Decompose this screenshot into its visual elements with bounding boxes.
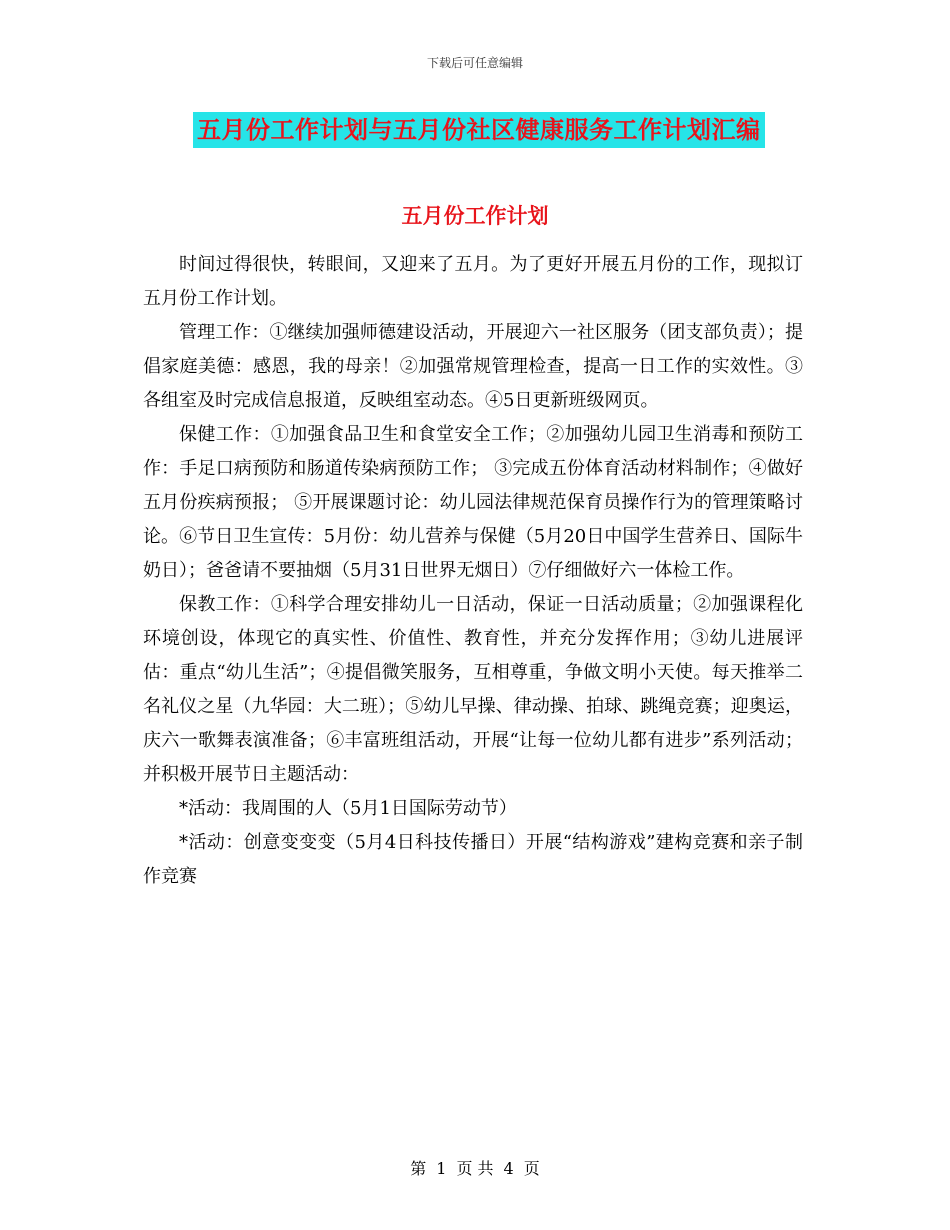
- paragraph-management: 管理工作：①继续加强师德建设活动，开展迎六一社区服务（团支部负责）；提倡家庭美德：感恩，我的母亲！②加强常规管理检查，提高一日工作的实效性。③各组室及时完成信息报道，反映组室动态。④5日更新班级网页。: [143, 322, 803, 411]
- page-number: 1: [436, 1159, 447, 1178]
- header-note: 下载后可任意编辑: [426, 56, 523, 70]
- footer-prefix: 第: [410, 1159, 427, 1178]
- paragraph-health: 保健工作：①加强食品卫生和食堂安全工作；②加强幼儿园卫生消毒和预防工作：手足口病预防和肠道传染病预防工作； ③完成五份体育活动材料制作；④做好五月份疾病预报； ⑤开展课题讨论：幼儿园法律规范保育员操作行为的管理策略讨论。⑥节日卫生宣传：5月份：幼儿营养与保健（5月20日中国学生营养日、国际牛奶日）；爸爸请不要抽烟（5月31日世界无烟日）⑦仔细做好六一体检工作。: [143, 424, 803, 581]
- footer-mid: 页 共: [456, 1159, 494, 1178]
- paragraph-activity-1: *活动：我周围的人（5月1日国际劳动节）: [179, 798, 517, 819]
- document-body: [143, 248, 803, 894]
- page-footer: [0, 1156, 950, 1179]
- paragraph-activity-2: *活动：创意变变变（5月4日科技传播日）开展“结构游戏”建构竞赛和亲子制作竞赛: [143, 832, 803, 887]
- document-title: 五月份工作计划与五月份社区健康服务工作计划汇编: [193, 112, 765, 148]
- total-pages: 4: [503, 1159, 514, 1178]
- section-title: 五月份工作计划: [401, 203, 549, 228]
- paragraph-education: 保教工作：①科学合理安排幼儿一日活动，保证一日活动质量；②加强课程化环境创设，体现它的真实性、价值性、教育性，并充分发挥作用；③幼儿进展评估：重点“幼儿生活”；④提倡微笑服务，互相尊重，争做文明小天使。每天推举二名礼仪之星（九华园：大二班）；⑤幼儿早操、律动操、拍球、跳绳竞赛；迎奥运，庆六一歌舞表演准备；⑥丰富班组活动，开展“让每一位幼儿都有进步”系列活动；并积极开展节日主题活动：: [143, 594, 803, 785]
- footer-suffix: 页: [523, 1159, 540, 1178]
- paragraph-intro: 时间过得很快，转眼间，又迎来了五月。为了更好开展五月份的工作，现拟订五月份工作计划。: [143, 254, 803, 309]
